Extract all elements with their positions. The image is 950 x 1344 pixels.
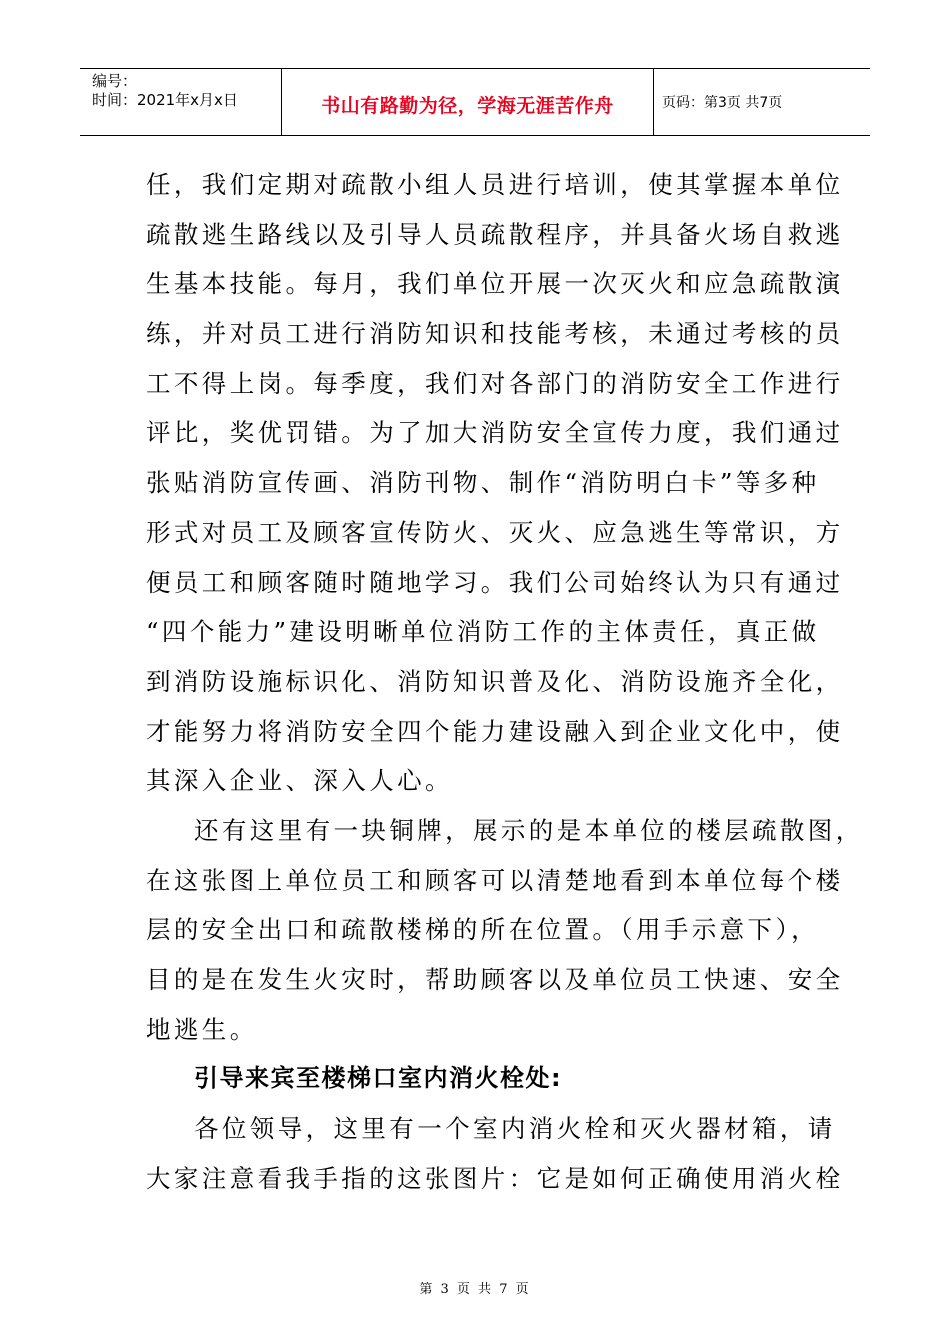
number-label: 编号： xyxy=(92,72,138,90)
body-line: 目的是在发生火灾时，帮助顾客以及单位员工快速、安全 xyxy=(146,965,844,994)
motto-text: 书山有路勤为径，学海无涯苦作舟 xyxy=(321,94,614,117)
page-info-text: 页码：第3页 共7页 xyxy=(662,95,783,111)
page-header xyxy=(80,68,870,136)
body-line: 才能努力将消防安全四个能力建设融入到企业文化中，使 xyxy=(146,716,844,746)
header-page-info xyxy=(654,69,870,135)
body-line: 工不得上岗。每季度，我们对各部门的消防安全工作进行 xyxy=(146,368,844,398)
body-line: 大家注意看我手指的这张图片：它是如何正确使用消火栓 xyxy=(146,1163,844,1193)
time-label: 时间：2021年x月x日 xyxy=(92,91,238,109)
body-line: “四个能力”建设明晰单位消防工作的主体责任，真正做 xyxy=(146,617,820,647)
document-body xyxy=(146,160,864,1203)
page-footer: 第 3 页 共 7 页 xyxy=(419,1282,531,1297)
body-line: 还有这里有一块铜牌，展示的是本单位的楼层疏散图， xyxy=(194,815,864,845)
body-line: 在这张图上单位员工和顾客可以清楚地看到本单位每个楼 xyxy=(146,865,844,895)
body-line: 练，并对员工进行消防知识和技能考核，未通过考核的员 xyxy=(146,319,844,349)
body-line: 各位领导，这里有一个室内消火栓和灭火器材箱，请 xyxy=(194,1114,836,1144)
body-line: 地逃生。 xyxy=(146,1014,258,1044)
body-line: 疏散逃生路线以及引导人员疏散程序，并具备火场自救逃 xyxy=(146,219,844,249)
header-motto-cell xyxy=(282,69,654,135)
body-line: 到消防设施标识化、消防知识普及化、消防设施齐全化， xyxy=(146,666,844,696)
body-line: 其深入企业、深入人心。 xyxy=(146,766,453,796)
body-line: 评比，奖优罚错。为了加大消防安全宣传力度，我们通过 xyxy=(146,418,844,448)
body-line: 张贴消防宣传画、消防刊物、制作“消防明白卡”等多种 xyxy=(146,468,820,498)
header-meta xyxy=(80,69,282,135)
body-line: 任，我们定期对疏散小组人员进行培训，使其掌握本单位 xyxy=(146,170,844,199)
body-line: 便员工和顾客随时随地学习。我们公司始终认为只有通过 xyxy=(146,567,844,597)
body-line: 层的安全出口和疏散楼梯的所在位置。（用手示意下）， xyxy=(146,915,819,945)
section-heading: 引导来宾至楼梯口室内消火栓处: xyxy=(194,1064,563,1093)
body-line: 形式对员工及顾客宣传防火、灭火、应急逃生等常识，方 xyxy=(146,517,844,547)
body-line: 生基本技能。每月，我们单位开展一次灭火和应急疏散演 xyxy=(146,269,844,299)
